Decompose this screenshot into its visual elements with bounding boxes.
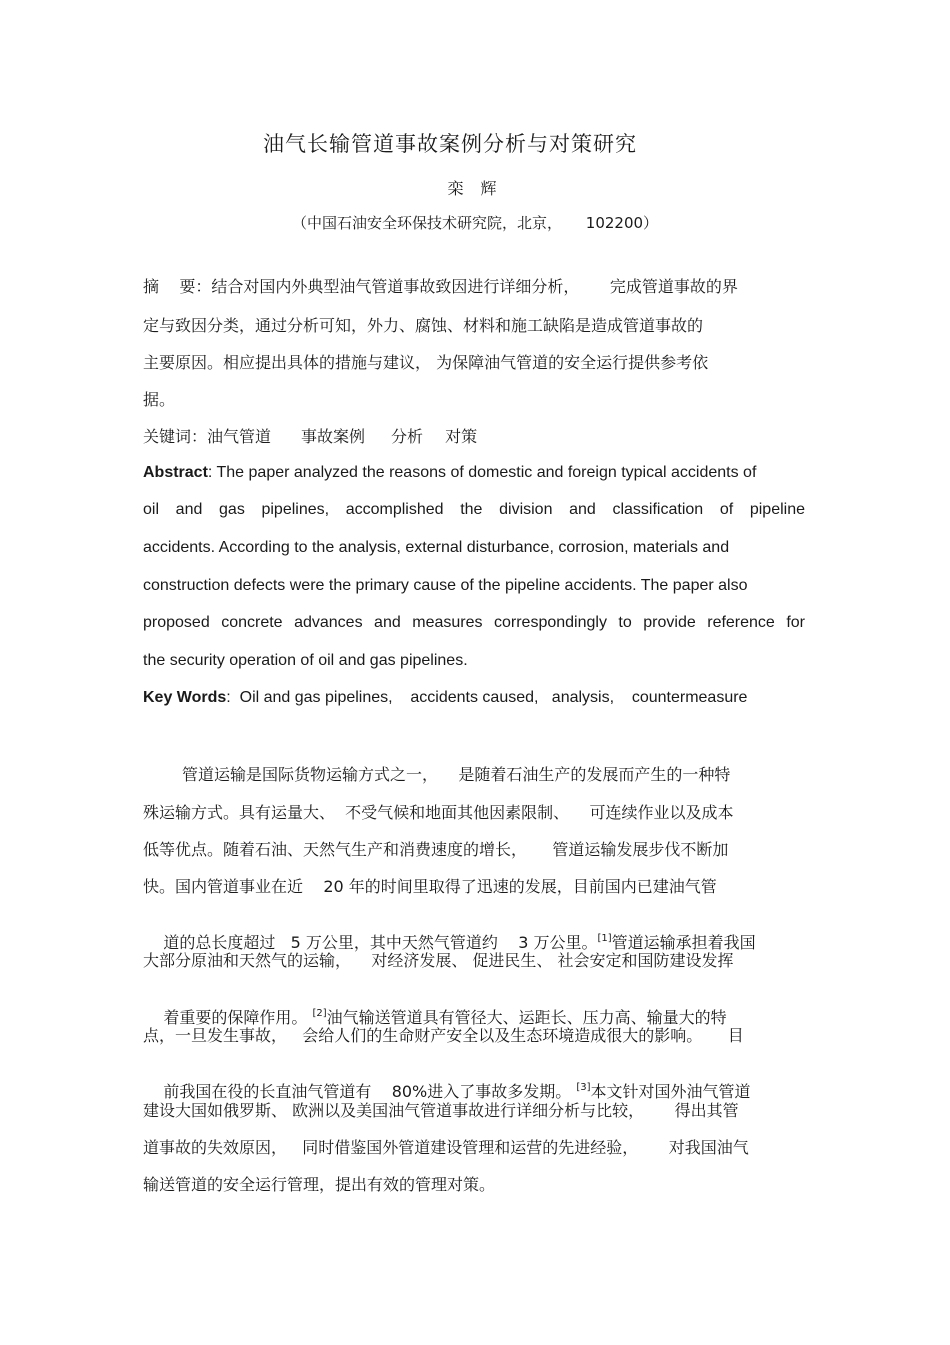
body-text-7a: 着重要的保障作用。: [163, 1008, 308, 1027]
abstract-en-line-5: proposed concrete advances and measures correspondingly to provide reference for: [143, 614, 805, 631]
keyword-cn-2: 事故案例: [301, 427, 366, 446]
abstract-en-line-3: accidents. According to the analysis, external disturbance, corrosion, materials and: [143, 539, 730, 556]
abstract-en-text-1: : The paper analyzed the reasons of domestic and foreign typical accidents of: [207, 464, 757, 481]
abstract-cn-label: 摘 要：: [143, 277, 212, 296]
citation-3: [3]: [576, 1082, 591, 1093]
keyword-cn-1: 油气管道: [207, 427, 272, 446]
body-text-7b: 油气输送管道具有管径大、运距长、压力高、输量大的特: [326, 1008, 727, 1027]
body-text-9a: 前我国在役的长直油气管道有 80%进入了事故多发期。: [163, 1082, 572, 1101]
body-line-4: 快。国内管道事业在近 20 年的时间里取得了迅速的发展，目前国内已建油气管: [143, 877, 717, 896]
body-line-1: 管道运输是国际货物运输方式之一， 是随着石油生产的发展而产生的一种特: [182, 765, 731, 784]
abstract-en-label: Abstract: [143, 464, 208, 481]
body-line-6: 大部分原油和天然气的运输， 对经济发展、 促进民生、 社会安定和国防建设发挥: [143, 951, 734, 970]
body-text-9b: 本文针对国外油气管道: [590, 1082, 751, 1101]
author-name: 栾 辉: [447, 179, 503, 198]
keywords-en-label: Key Words: [143, 689, 227, 706]
body-line-2: 殊运输方式。具有运量大、 不受气候和地面其他因素限制、 可连续作业以及成本: [143, 803, 734, 822]
abstract-cn-line-4: 据。: [143, 390, 176, 409]
keywords-cn: [143, 424, 477, 447]
body-line-3: 低等优点。随着石油、天然气生产和消费速度的增长， 管道运输发展步伐不断加: [143, 840, 729, 859]
abstract-en-line-4: construction defects were the primary cause of the pipeline accidents. The paper also: [143, 577, 748, 594]
body-line-11: 道事故的失效原因， 同时借鉴国外管道建设管理和运营的先进经验， 对我国油气: [143, 1138, 749, 1157]
abstract-en-line-1: [143, 464, 756, 482]
abstract-en-line-6: the security operation of oil and gas pipelines.: [143, 652, 468, 669]
keywords-en-text: : Oil and gas pipelines, accidents caused, analysis, countermeasure: [226, 689, 748, 706]
keywords-cn-label: 关键词：: [143, 427, 208, 446]
body-line-12: 输送管道的安全运行管理，提出有效的管理对策。: [143, 1175, 496, 1194]
citation-1: [1]: [597, 933, 612, 944]
body-line-10: 建设大国如俄罗斯、 欧洲以及美国油气管道事故进行详细分析与比较， 得出其管: [143, 1101, 739, 1120]
abstract-cn-line-2: 定与致因分类，通过分析可知，外力、腐蚀、材料和施工缺陷是造成管道事故的: [143, 316, 704, 335]
body-line-8: 点，一旦发生事故， 会给人们的生命财产安全以及生态环境造成很大的影响。 目: [143, 1026, 744, 1045]
abstract-cn-text: 结合对国内外典型油气管道事故致因进行详细分析， 完成管道事故的界: [211, 277, 738, 296]
abstract-cn-line-1: [143, 274, 738, 297]
keywords-en: [143, 689, 747, 707]
abstract-en-line-2: oil and gas pipelines, accomplished the division and classification of pipeline: [143, 501, 805, 518]
keyword-cn-4: 对策: [445, 427, 478, 446]
body-text-5b: 管道运输承担着我国: [611, 933, 756, 952]
keyword-cn-3: 分析: [391, 427, 424, 446]
author-affiliation: （中国石油安全环保技术研究院，北京， 102200）: [291, 214, 659, 232]
body-text-5a: 道的总长度超过 5 万公里，其中天然气管道约 3 万公里。: [163, 933, 598, 952]
abstract-cn-line-3: 主要原因。相应提出具体的措施与建议， 为保障油气管道的安全运行提供参考依: [143, 353, 709, 372]
paper-title: 油气长输管道事故案例分析与对策研究: [263, 132, 637, 156]
citation-2: [2]: [312, 1008, 327, 1019]
